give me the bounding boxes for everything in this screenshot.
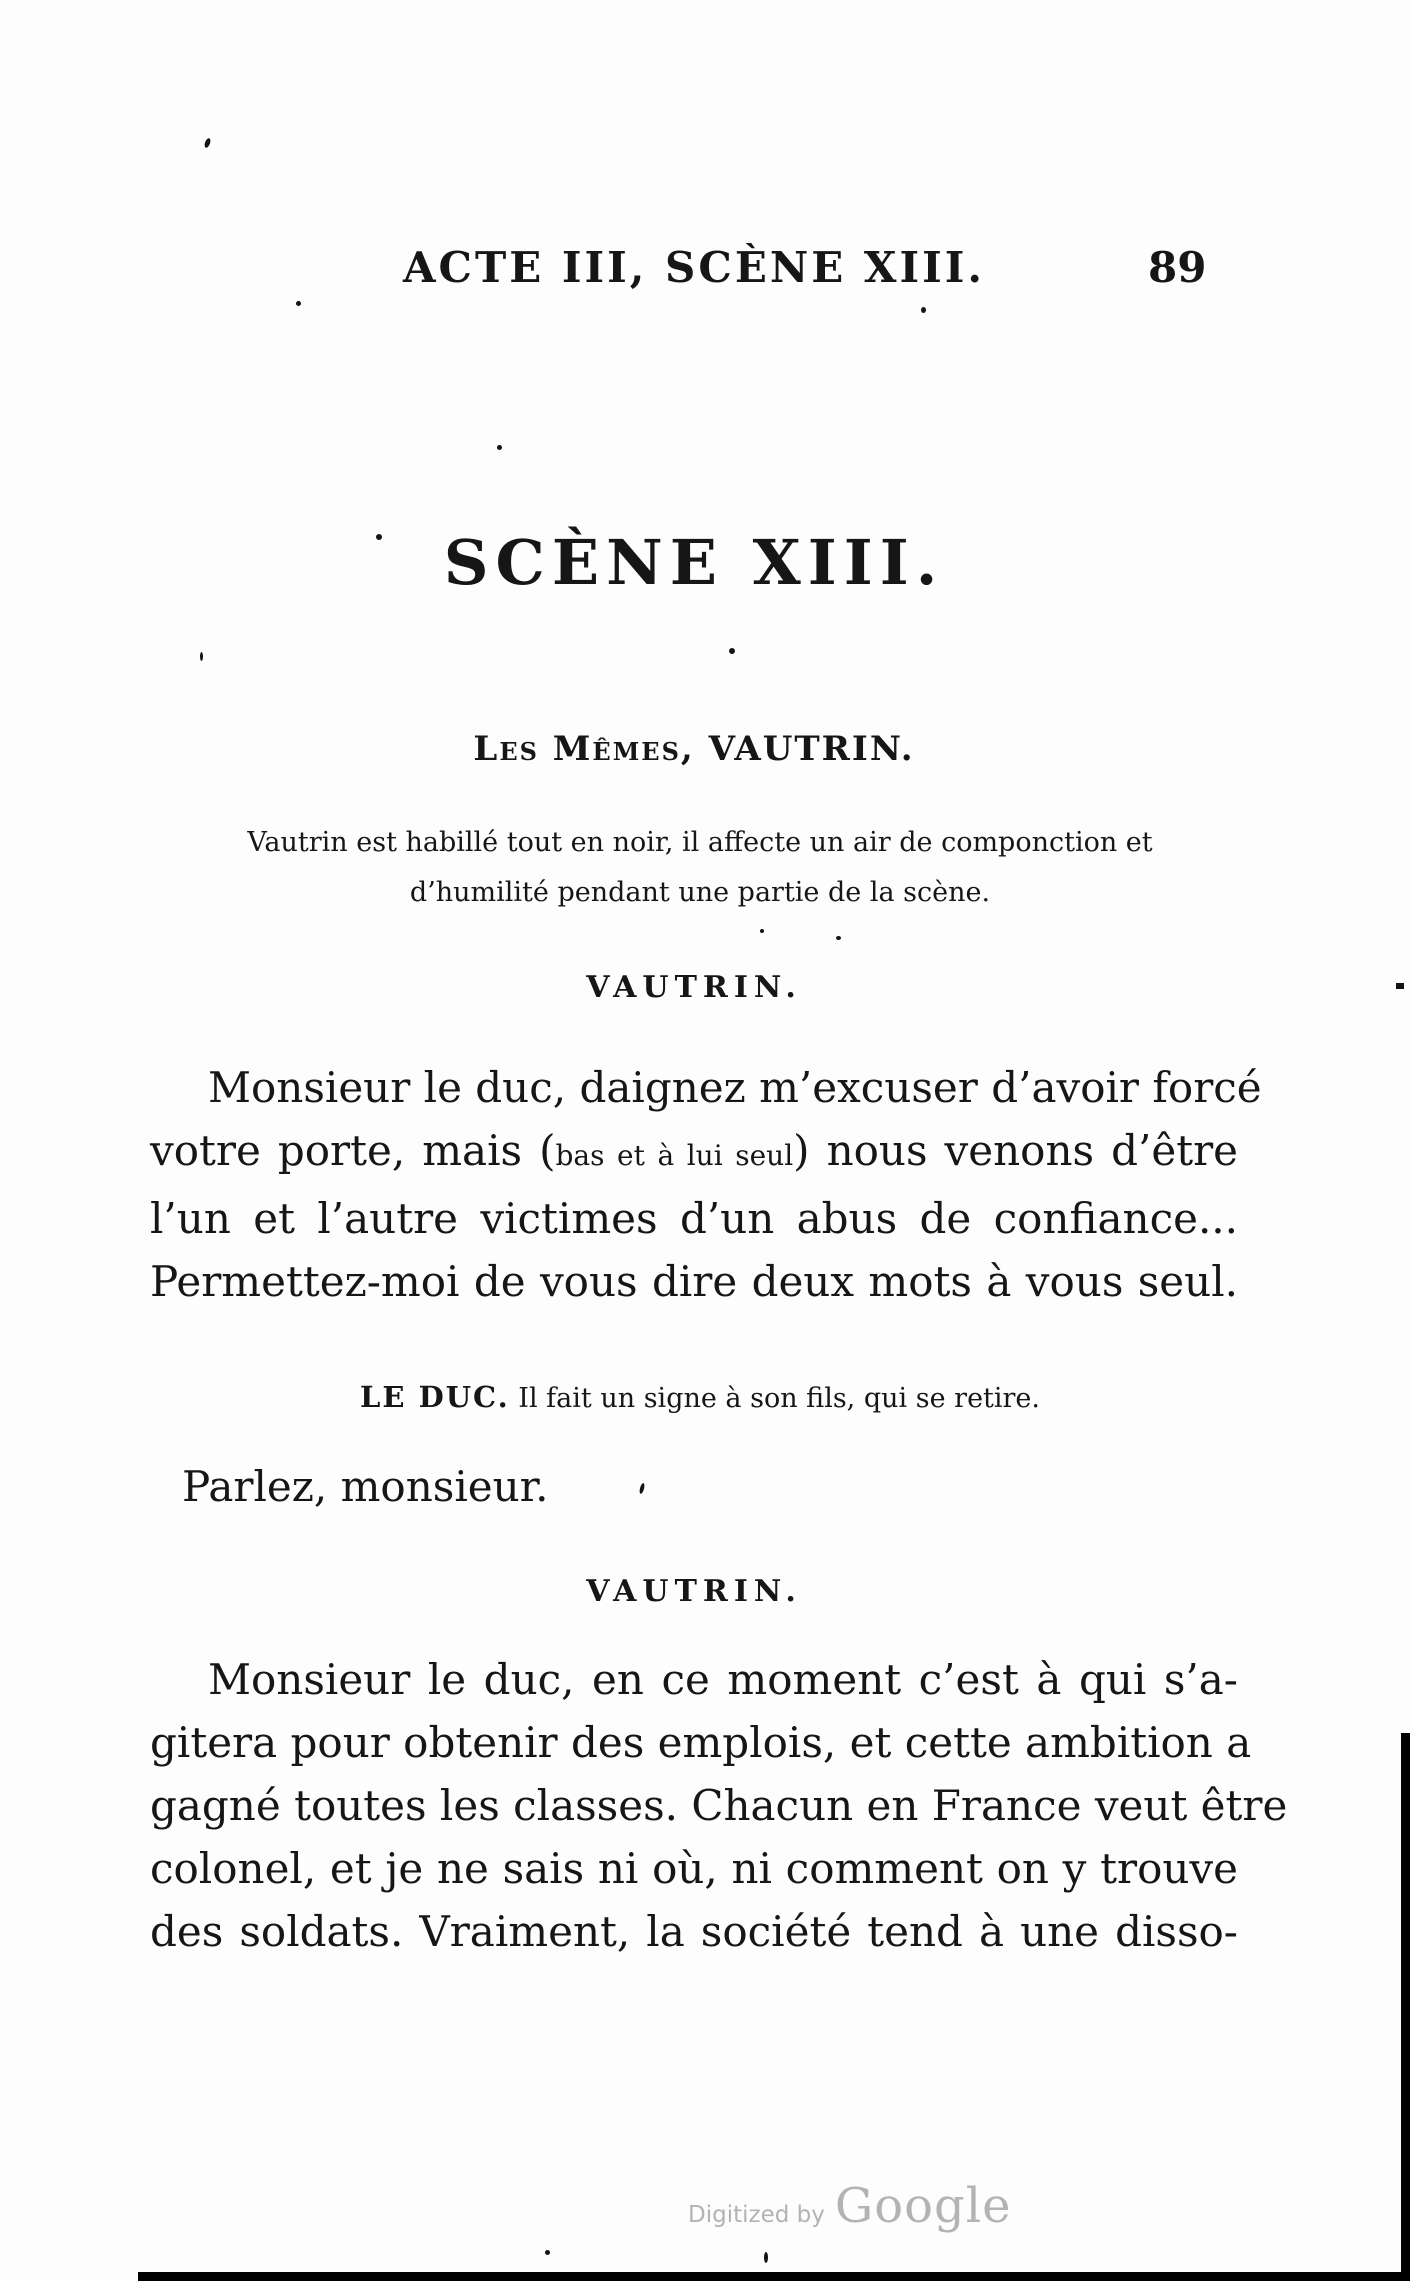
- scan-edge-artifact-bottom: [138, 2272, 1410, 2281]
- running-title: ACTE III, SCÈNE XIII.: [402, 243, 986, 292]
- page-number: 89: [1148, 243, 1207, 292]
- speech-line: colonel, et je ne sais ni où, ni comment on y trouve: [150, 1844, 1238, 1893]
- speaker-label-vautrin: VAUTRIN.: [586, 970, 802, 1005]
- duc-heading: [110, 1380, 1290, 1414]
- stage-direction-line: d’humilité pendant une partie de la scène.: [409, 877, 991, 908]
- speech-line-text: ) nous venons d’être: [793, 1126, 1238, 1175]
- speech-line: Monsieur le duc, daignez m’excuser d’avoir forcé: [208, 1063, 1262, 1112]
- duc-speech: Parlez, monsieur.: [182, 1462, 549, 1511]
- scan-speck: [296, 301, 301, 306]
- speech-line: des soldats. Vraiment, la société tend à une disso-: [150, 1907, 1238, 1956]
- duc-stage-direction: Il fait un signe à son fils, qui se retire.: [518, 1383, 1040, 1414]
- scan-speck: [1396, 983, 1404, 989]
- stage-direction-line: Vautrin est habillé tout en noir, il affecte un air de componction et: [247, 827, 1153, 858]
- speaker-label-le-duc: LE DUC.: [360, 1380, 510, 1414]
- scan-speck: [729, 648, 735, 654]
- scan-edge-artifact-right: [1401, 1733, 1410, 2281]
- scan-speck: [497, 445, 502, 450]
- scan-speck: [376, 534, 382, 540]
- characters-heading: Les Mêmes, VAUTRIN.: [473, 729, 915, 769]
- speech-line: gitera pour obtenir des emplois, et cette ambition a: [150, 1718, 1252, 1767]
- vautrin-speech-2: [150, 1648, 1288, 1963]
- scan-speck: [200, 652, 203, 661]
- vautrin-speech-1: [150, 1056, 1262, 1313]
- scene-title: SCÈNE XIII.: [443, 526, 945, 599]
- scan-speck: [639, 1483, 646, 1495]
- speech-line: Permettez-moi de vous dire deux mots à vous seul.: [150, 1257, 1238, 1306]
- scan-speck: [764, 2252, 768, 2263]
- scan-speck: [921, 307, 926, 313]
- speech-line: l’un et l’autre victimes d’un abus de confiance...: [150, 1194, 1238, 1243]
- google-logo: Google: [834, 2178, 1012, 2234]
- google-watermark: [688, 2178, 1011, 2234]
- scan-speck: [836, 936, 841, 940]
- scan-speck: [203, 137, 211, 148]
- inline-stage-direction: bas et à lui seul: [555, 1139, 794, 1172]
- scan-speck: [760, 929, 764, 933]
- speech-line: [150, 1119, 1238, 1187]
- speech-line: Monsieur le duc, en ce moment c’est à qui s’a-: [208, 1655, 1238, 1704]
- speech-line-text: votre porte, mais (: [150, 1126, 556, 1175]
- speaker-label-vautrin: VAUTRIN.: [586, 1574, 802, 1609]
- opening-stage-direction: [110, 818, 1290, 918]
- speech-line: gagné toutes les classes. Chacun en France veut être: [150, 1781, 1288, 1830]
- scan-speck: [545, 2250, 550, 2255]
- watermark-prefix: Digitized by: [688, 2202, 825, 2228]
